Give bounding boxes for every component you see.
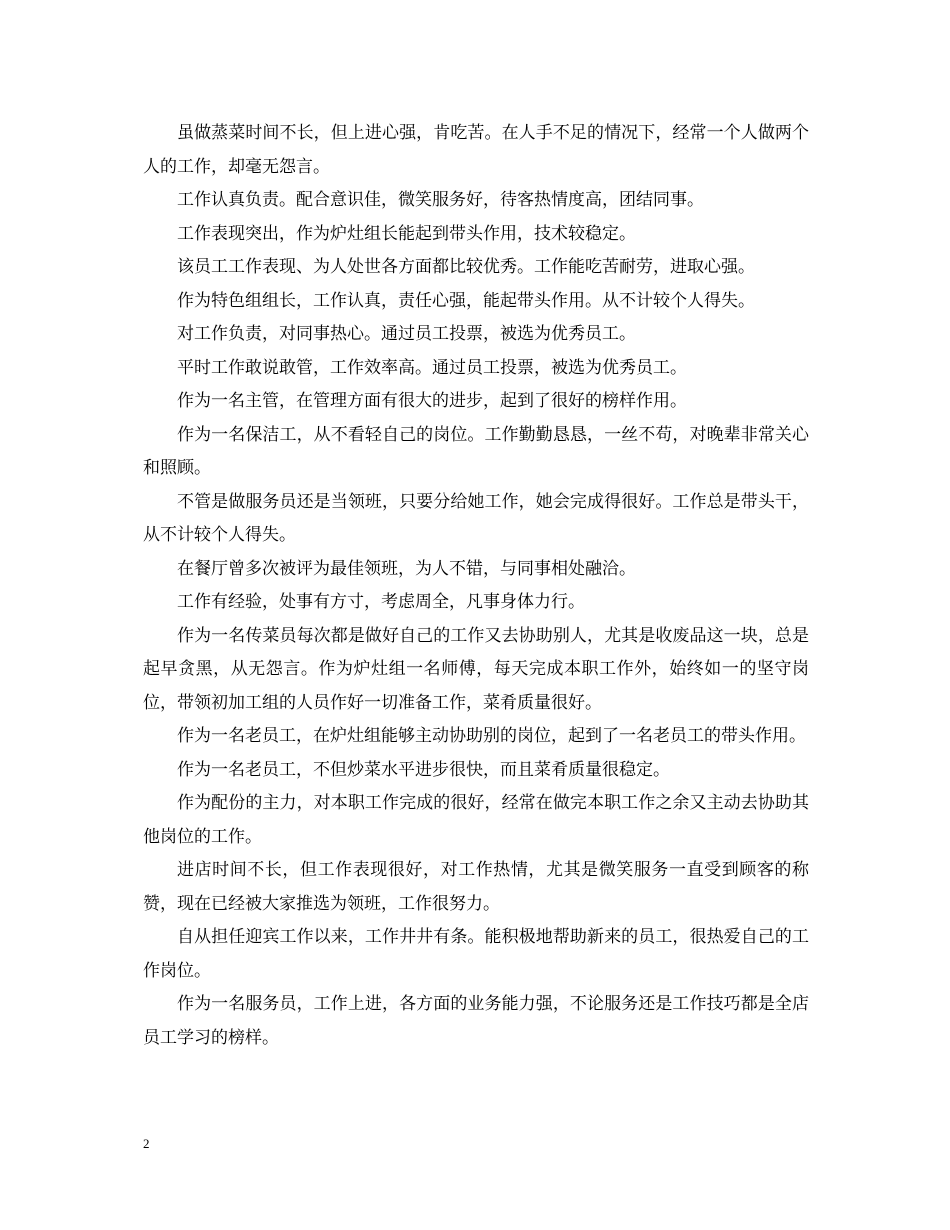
paragraph: 作为一名老员工，在炉灶组能够主动协助别的岗位，起到了一名老员工的带头作用。 [177,726,806,746]
paragraph: 作为一名保洁工，从不看轻自己的岗位。工作勤勤恳恳，一丝不苟，对晚辈非常关心和照顾。 [143,424,809,478]
paragraph: 自从担任迎宾工作以来，工作井井有条。能积极地帮助新来的员工，很热爱自己的工作岗位。 [143,927,809,981]
paragraph: 作为配份的主力，对本职工作完成的很好，经常在做完本职工作之余又主动去协助其他岗位的工作。 [143,793,809,847]
paragraph: 对工作负责，对同事热心。通过员工投票，被选为优秀员工。 [177,324,636,344]
paragraph: 该员工工作表现、为人处世各方面都比较优秀。工作能吃苦耐劳，进取心强。 [177,257,755,277]
paragraph: 工作认真负责。配合意识佳，微笑服务好，待客热情度高，团结同事。 [177,190,704,210]
paragraph: 工作表现突出，作为炉灶组长能起到带头作用，技术较稳定。 [177,223,636,244]
paragraph: 在餐厅曾多次被评为最佳领班，为人不错，与同事相处融洽。 [177,558,636,579]
paragraph: 作为一名服务员，工作上进，各方面的业务能力强，不论服务还是工作技巧都是全店员工学习的榜样。 [143,994,809,1048]
paragraph: 作为一名老员工，不但炒菜水平进步很快，而且菜肴质量很稳定。 [177,759,670,780]
page-number: 2 [143,1136,150,1151]
paragraph: 虽做蒸菜时间不长，但上进心强，肯吃苦。在人手不足的情况下，经常一个人做两个人的工作，却毫无怨言。 [143,123,809,177]
paragraph: 平时工作敢说敢管，工作效率高。通过员工投票，被选为优秀员工。 [177,357,687,378]
paragraph: 作为一名传菜员每次都是做好自己的工作又去协助别人，尤其是收废品这一块，总是起早贪黑，从无怨言。作为炉灶组一名师傅，每天完成本职工作外，始终如一的坚守岗位，带领初加工组的人员作好一切准备工作，菜肴质量很好。 [143,625,809,713]
paragraph: 作为特色组组长，工作认真，责任心强，能起带头作用。从不计较个人得失。 [177,290,755,311]
paragraph: 不管是做服务员还是当领班，只要分给她工作，她会完成得很好。工作总是带头干，从不计较个人得失。 [143,491,809,545]
document-body [143,117,809,1055]
paragraph: 工作有经验，处事有方寸，考虑周全，凡事身体力行。 [177,592,585,612]
paragraph: 进店时间不长，但工作表现很好，对工作热情，尤其是微笑服务一直受到顾客的称赞，现在已经被大家推选为领班，工作很努力。 [143,860,809,914]
paragraph: 作为一名主管，在管理方面有很大的进步，起到了很好的榜样作用。 [177,391,687,411]
